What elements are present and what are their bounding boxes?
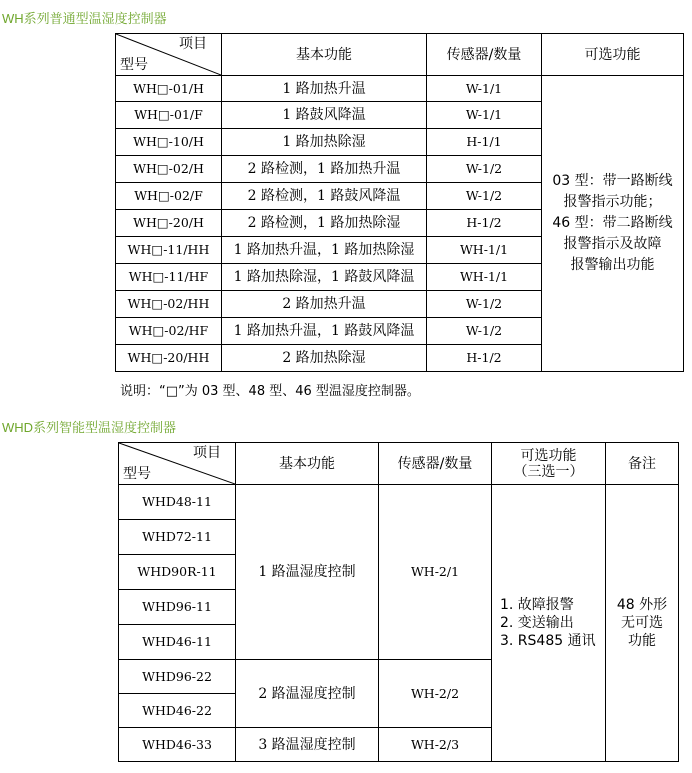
table2-model-cell: WHD48-11 xyxy=(119,485,236,520)
table1-model-cell: WH□-01/F xyxy=(116,102,222,129)
table1-func-cell: 2 路加热除湿 xyxy=(222,345,427,372)
table1-func-cell: 1 路鼓风降温 xyxy=(222,102,427,129)
table1-model-cell: WH□-11/HF xyxy=(116,264,222,291)
table1-sensor-cell: W-1/1 xyxy=(427,102,542,129)
table2-func-cell: 3 路温湿度控制 xyxy=(236,728,379,762)
table2-header-optional-line1: 可选功能 xyxy=(520,447,577,464)
table2-remark-line: 功能 xyxy=(628,633,656,649)
table1-optional-line: 报警输出功能 xyxy=(570,257,655,273)
table1-sensor-cell: H-1/2 xyxy=(427,210,542,237)
table1 xyxy=(115,33,684,372)
table1-sensor-cell: WH-1/1 xyxy=(427,264,542,291)
table2-header-model: 型号 xyxy=(123,466,151,482)
table1-model-cell: WH□-10/H xyxy=(116,129,222,156)
table2-model-cell: WHD72-11 xyxy=(119,520,236,555)
table2-remark-line: 48 外形 xyxy=(616,597,668,613)
table2-row xyxy=(119,485,679,520)
table2-optional-cell xyxy=(492,485,606,762)
table2-header-optional xyxy=(492,443,606,485)
table2-func-cell: 1 路温湿度控制 xyxy=(236,485,379,660)
table2-header-diagonal xyxy=(119,443,236,485)
table1-sensor-cell: W-1/2 xyxy=(427,291,542,318)
table1-model-cell: WH□-02/HF xyxy=(116,318,222,345)
table1-model-cell: WH□-01/H xyxy=(116,76,222,102)
table1-header-basic: 基本功能 xyxy=(222,34,427,76)
table1-func-cell: 2 路检测，1 路加热升温 xyxy=(222,156,427,183)
table1-func-cell: 1 路加热升温，1 路加热除湿 xyxy=(222,237,427,264)
table2-model-cell: WHD46-33 xyxy=(119,728,236,762)
table2-sensor-cell: WH-2/1 xyxy=(379,485,492,660)
table1-title: WH系列普通型温湿度控制器 xyxy=(2,11,167,26)
table1-func-cell: 1 路加热除湿，1 路鼓风降温 xyxy=(222,264,427,291)
table1-note: 说明：“□”为 03 型、48 型、46 型温湿度控制器。 xyxy=(120,384,420,399)
table2-header-item: 项目 xyxy=(193,445,221,461)
table1-header-diagonal xyxy=(116,34,222,76)
table1-model-cell: WH□-11/HH xyxy=(116,237,222,264)
table2-title: WHD系列智能型温湿度控制器 xyxy=(2,420,177,435)
table2-sensor-cell: WH-2/2 xyxy=(379,660,492,728)
table1-header-optional: 可选功能 xyxy=(542,34,684,76)
table1-header-sensor: 传感器/数量 xyxy=(427,34,542,76)
table1-optional-line: 报警指示功能； xyxy=(563,194,662,210)
table2-model-cell: WHD90R-11 xyxy=(119,555,236,590)
table2-remark-cell xyxy=(606,485,679,762)
table1-func-cell: 1 路加热除湿 xyxy=(222,129,427,156)
table1-func-cell: 1 路加热升温 xyxy=(222,76,427,102)
table2-header-optional-line2: （三选一） xyxy=(513,463,584,480)
table1-model-cell: WH□-20/H xyxy=(116,210,222,237)
table2-model-cell: WHD96-11 xyxy=(119,590,236,625)
table1-optional-cell xyxy=(542,76,684,372)
table2-optional-item: 2. 变送输出 xyxy=(500,615,574,631)
table1-func-cell: 2 路检测，1 路加热除湿 xyxy=(222,210,427,237)
table2-optional-item: 1. 故障报警 xyxy=(500,597,574,613)
table1-model-cell: WH□-02/HH xyxy=(116,291,222,318)
table2-func-cell: 2 路温湿度控制 xyxy=(236,660,379,728)
table2-model-cell: WHD96-22 xyxy=(119,660,236,694)
table1-optional-line: 03 型：带一路断线 xyxy=(552,173,673,189)
table1-sensor-cell: H-1/1 xyxy=(427,129,542,156)
table1-model-cell: WH□-20/HH xyxy=(116,345,222,372)
table1-func-cell: 2 路加热升温 xyxy=(222,291,427,318)
table2 xyxy=(118,442,679,762)
table2-model-cell: WHD46-22 xyxy=(119,694,236,728)
table1-sensor-cell: W-1/2 xyxy=(427,183,542,210)
table1-row xyxy=(116,76,684,102)
table1-sensor-cell: W-1/2 xyxy=(427,156,542,183)
table1-sensor-cell: W-1/2 xyxy=(427,318,542,345)
table1-model-cell: WH□-02/F xyxy=(116,183,222,210)
table2-optional-item: 3. RS485 通讯 xyxy=(500,633,596,649)
table1-sensor-cell: W-1/1 xyxy=(427,76,542,102)
table2-model-cell: WHD46-11 xyxy=(119,625,236,660)
table1-optional-line: 报警指示及故障 xyxy=(563,236,662,252)
table1-func-cell: 1 路加热升温，1 路鼓风降温 xyxy=(222,318,427,345)
table1-func-cell: 2 路检测，1 路鼓风降温 xyxy=(222,183,427,210)
table2-header-remark: 备注 xyxy=(606,443,679,485)
table1-optional-line: 46 型：带二路断线 xyxy=(552,215,673,231)
table1-sensor-cell: WH-1/1 xyxy=(427,237,542,264)
table2-remark-line: 无可选 xyxy=(621,615,663,631)
table2-sensor-cell: WH-2/3 xyxy=(379,728,492,762)
table1-model-cell: WH□-02/H xyxy=(116,156,222,183)
table2-header-basic: 基本功能 xyxy=(236,443,379,485)
table2-header-sensor: 传感器/数量 xyxy=(379,443,492,485)
table1-sensor-cell: H-1/2 xyxy=(427,345,542,372)
table1-header-model: 型号 xyxy=(120,57,148,73)
table1-header-item: 项目 xyxy=(179,36,207,52)
